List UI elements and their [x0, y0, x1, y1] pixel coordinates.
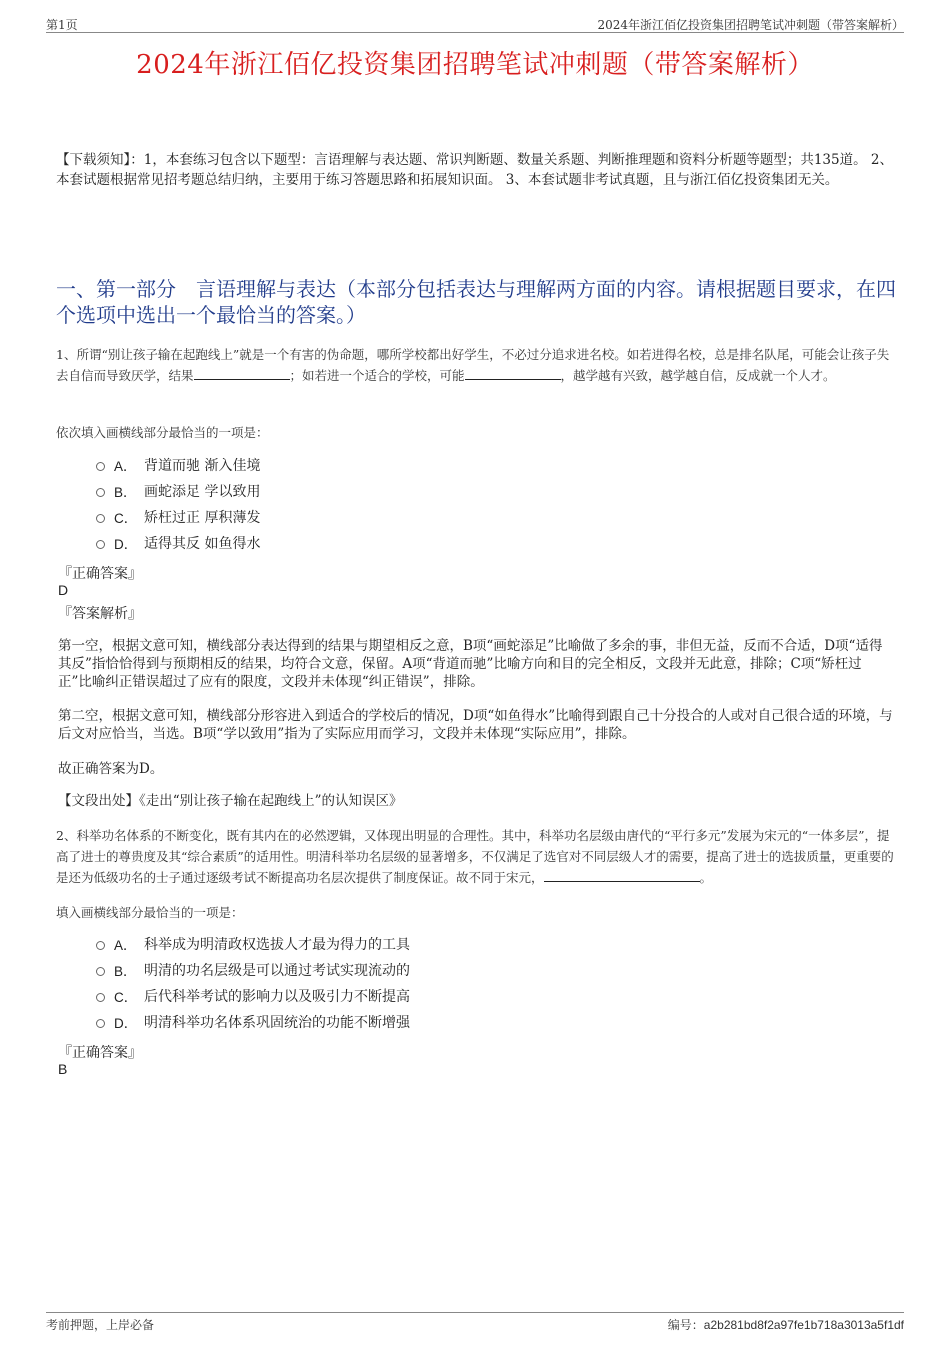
footer-id-label: 编号：	[667, 1318, 704, 1332]
question-1-analysis-conclusion: 故正确答案为D。	[58, 761, 164, 777]
question-2-option-c[interactable]: C． 后代科举考试的影响力以及吸引力不断提高	[96, 983, 410, 1009]
question-1-analysis-paragraph-1: 第一空，根据文意可知，横线部分表达得到的结果与期望相反之意，B项“画蛇添足”比喻做了多余的事，非但无益，反而不合适，D项“适得其反”指恰恰得到与预期相反的结果，均符合文意，保留。A项“背道而驰”比喻方向和目的完全相反，文段并无此意，排除；C项“矫枉过正”比喻纠正错误超过了应有的限度，文段并未体现“纠正错误”，排除。	[58, 638, 883, 690]
radio-icon[interactable]	[96, 540, 105, 549]
question-2-option-b[interactable]: B． 明清的功名层级是可以通过考试实现流动的	[96, 957, 410, 983]
footer-id-code: a2b281bd8f2a97fe1b718a3013a5f1df	[703, 1318, 904, 1332]
question-2-options	[96, 931, 410, 1035]
question-1-answer-label: 『正确答案』	[58, 566, 142, 582]
question-1-analysis-paragraph-2: 第二空，根据文意可知，横线部分形容进入到适合的学校后的情况，D项“如鱼得水”比喻得到跟自己十分投合的人或对自己很合适的环境，与后文对应恰当，当选。B项“学以致用”指为了实际应用而学习，文段并未体现“实际应用”，排除。	[58, 708, 893, 742]
question-2-text: 2、科举功名体系的不断变化，既有其内在的必然逻辑，又体现出明显的合理性。其中，科举功名层级由唐代的“平行多元”发展为宋元的“一体多层”，提高了进士的尊贵度及其“综合素质”的适用性。明清科举功名层级的显著增多，不仅满足了选官对不同层级人才的需要，提高了进士的选拔质量，更重要的是还为低级功名的士子通过逐级考试不断提高功名层次提供了制度保证。故不同于宋元，	[56, 828, 894, 885]
question-1-text-c: ，越学越有兴致，越学越自信，反成就一个人才。	[560, 368, 836, 383]
page-title: 2024年浙江佰亿投资集团招聘笔试冲刺题（带答案解析）	[136, 50, 814, 80]
question-2-blank	[544, 867, 700, 882]
question-1-source: 【文段出处】《走出“别让孩子输在起跑线上”的认知误区》	[58, 793, 403, 809]
section-title: 一、第一部分 言语理解与表达（本部分包括表达与理解两方面的内容。请根据题目要求，在四个选项中选出一个最恰当的答案。）	[56, 277, 896, 327]
question-1-prompt: 依次填入画横线部分最恰当的一项是：	[56, 425, 269, 440]
question-1-text-a: 1、所谓“别让孩子输在起跑线上”就是一个有害的伪命题，哪所学校都出好学生，不必过分追求进名校。如若进得名校，总是排名队尾，可能会让孩子失去自信而导致厌学，结果	[56, 347, 890, 383]
radio-icon[interactable]	[96, 993, 105, 1002]
question-2-text-end: 。	[699, 870, 713, 885]
radio-icon[interactable]	[96, 462, 105, 471]
page-header	[46, 14, 904, 33]
footer-doc-id	[668, 1316, 904, 1333]
footer-slogan: 考前押题，上岸必备	[46, 1318, 155, 1332]
question-1-blank-1	[194, 365, 290, 380]
question-1-option-a[interactable]: A． 背道而驰 渐入佳境	[96, 452, 260, 478]
question-1-option-c[interactable]: C． 矫枉过正 厚积薄发	[96, 504, 260, 530]
question-1-option-d[interactable]: D． 适得其反 如鱼得水	[96, 530, 260, 556]
radio-icon[interactable]	[96, 967, 105, 976]
question-1-options	[96, 452, 260, 556]
question-2-prompt: 填入画横线部分最恰当的一项是：	[56, 905, 244, 920]
question-2-answer: B	[58, 1061, 68, 1077]
radio-icon[interactable]	[96, 488, 105, 497]
radio-icon[interactable]	[96, 1019, 105, 1028]
question-2-option-d[interactable]: D． 明清科举功名体系巩固统治的功能不断增强	[96, 1009, 410, 1035]
question-1-text-b: ；如若进一个适合的学校，可能	[289, 368, 465, 383]
question-2-stem	[56, 825, 898, 888]
radio-icon[interactable]	[96, 941, 105, 950]
radio-icon[interactable]	[96, 514, 105, 523]
question-2-option-a[interactable]: A． 科举成为明清政权选拔人才最为得力的工具	[96, 931, 410, 957]
page-footer	[46, 1312, 904, 1333]
question-1-analysis-label: 『答案解析』	[58, 606, 142, 622]
question-2-answer-label: 『正确答案』	[58, 1045, 142, 1061]
question-1-option-b[interactable]: B． 画蛇添足 学以致用	[96, 478, 260, 504]
question-1-blank-2	[465, 365, 561, 380]
page-number: 第1页	[46, 18, 78, 32]
question-1-answer: D	[58, 582, 69, 598]
header-doc-title: 2024年浙江佰亿投资集团招聘笔试冲刺题（带答案解析）	[597, 18, 904, 32]
download-notice: 【下载须知】：1，本套练习包含以下题型：言语理解与表达题、常识判断题、数量关系题、判断推理题和资料分析题等题型；共135道。 2、本套试题根据常见招考题总结归纳，主要用于练习答题思路和拓展知识面。 3、本套试题非考试真题，且与浙江佰亿投资集团无关。	[56, 152, 893, 188]
question-1-stem	[56, 344, 898, 386]
